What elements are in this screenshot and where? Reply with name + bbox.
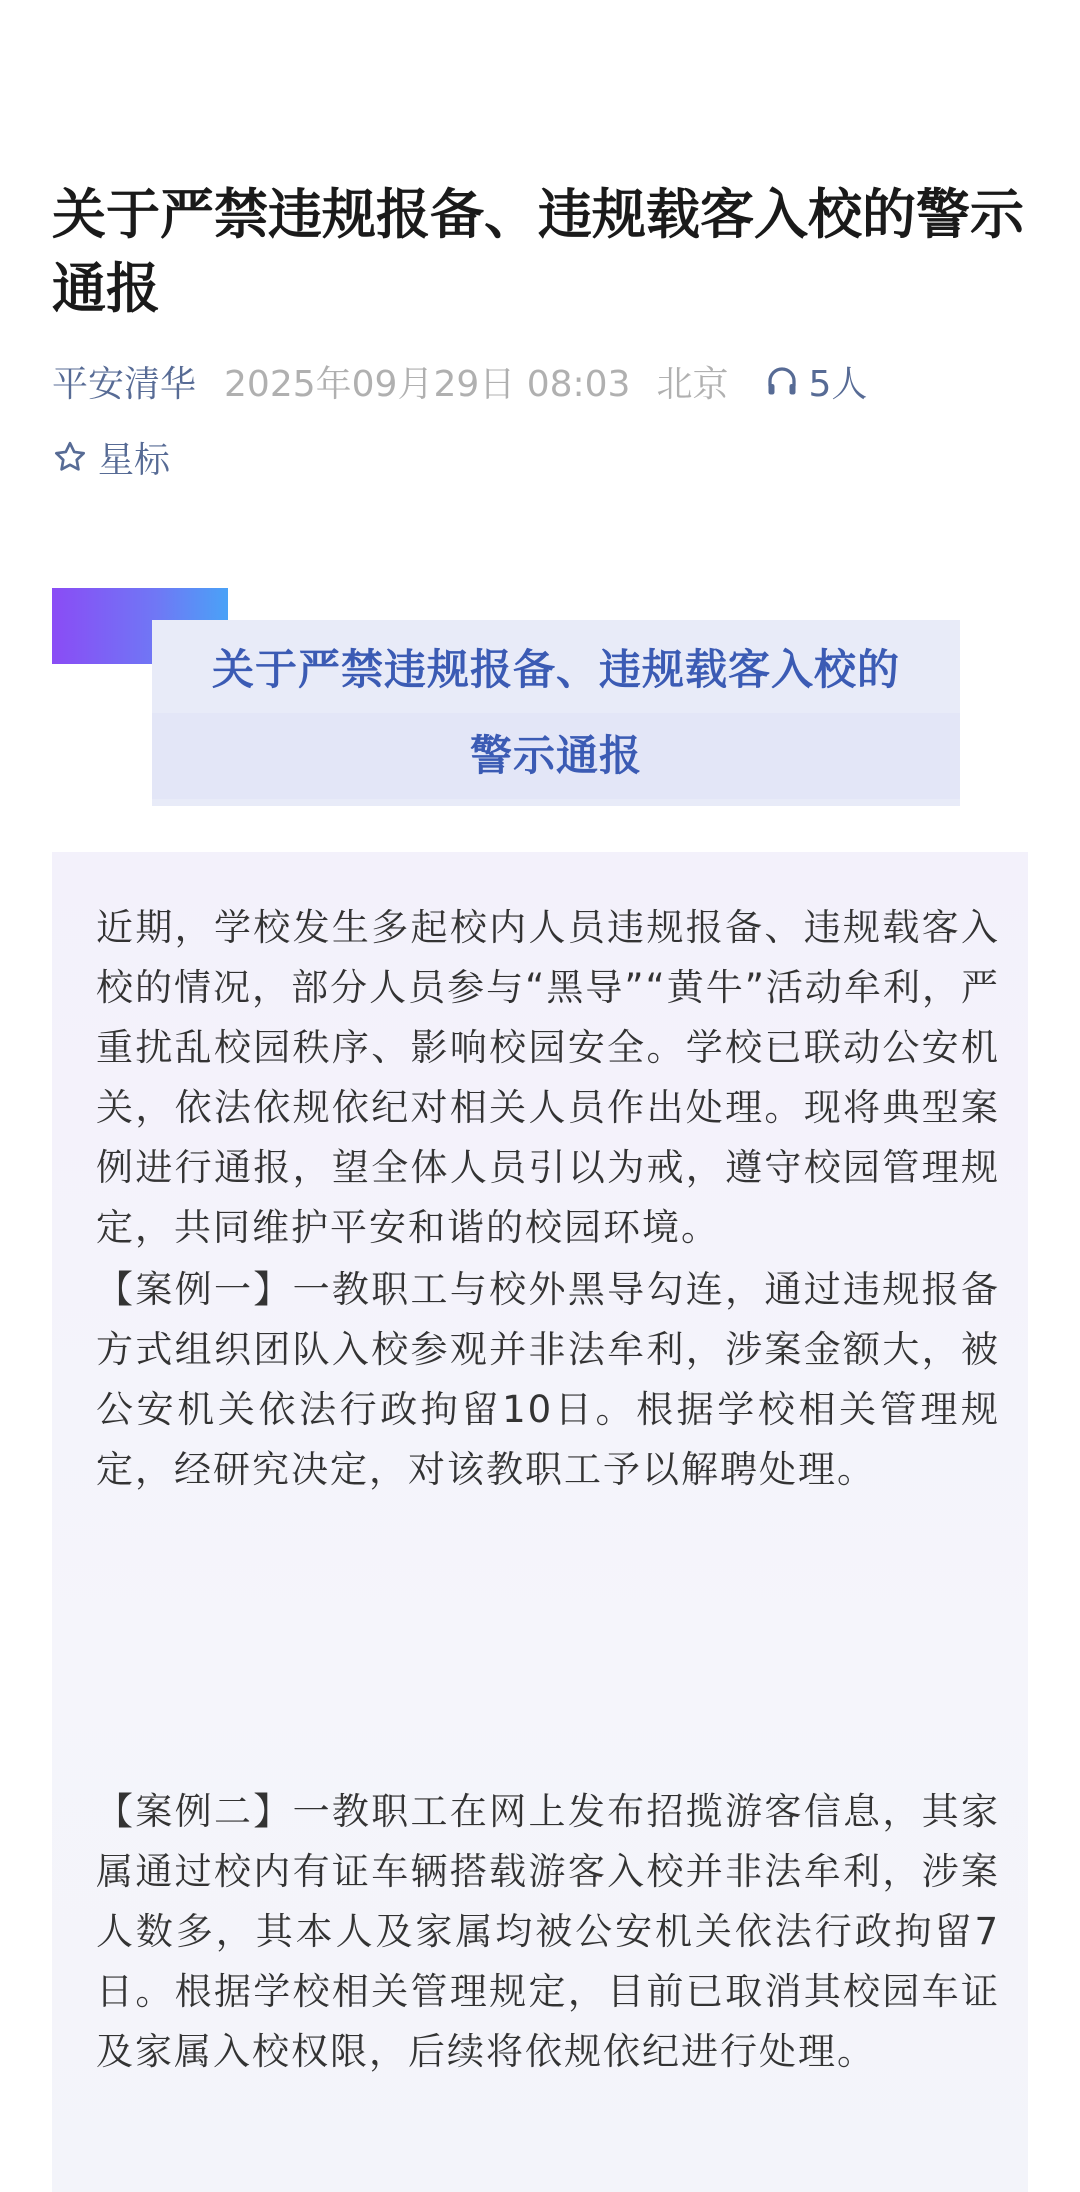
listen-count: 5人	[808, 363, 868, 405]
banner-title-line1: 关于严禁违规报备、违规载客入校的	[211, 645, 900, 694]
account-name-link[interactable]: 平安清华	[52, 363, 197, 405]
star-button[interactable]	[52, 430, 170, 484]
publish-location: 北京	[656, 363, 729, 405]
publish-date: 2025年09月29日 08:03	[224, 363, 631, 405]
case-one-paragraph: 【案例一】一教职工与校外黑导勾连，通过违规报备方式组织团队入校参观并非法牟利，涉案金额大，被公安机关依法行政拘留10日。根据学校相关管理规定，经研究决定，对该教职工予以解聘处理。	[96, 1268, 1000, 1491]
headphones-icon	[764, 363, 800, 399]
star-label: 星标	[98, 439, 171, 481]
banner-title-line2: 警示通报	[152, 713, 960, 799]
article-title: 关于严禁违规报备、违规载客入校的警示通报	[52, 183, 1024, 320]
article-meta	[52, 354, 867, 408]
star-outline-icon	[52, 439, 88, 475]
header-banner	[152, 620, 960, 806]
listen-button[interactable]	[764, 356, 867, 407]
intro-paragraph: 近期，学校发生多起校内人员违规报备、违规载客入校的情况，部分人员参与“黑导”“黄牛”活动牟利，严重扰乱校园秩序、影响校园安全。学校已联动公安机关，依法依规依纪对相关人员作出处理。现将典型案例进行通报，望全体人员引以为戒，遵守校园管理规定，共同维护平安和谐的校园环境。	[96, 906, 1000, 1249]
case-two-paragraph: 【案例二】一教职工在网上发布招揽游客信息，其家属通过校内有证车辆搭载游客入校并非法牟利，涉案人数多，其本人及家属均被公安机关依法行政拘留7日。根据学校相关管理规定，目前已取消其校园车证及家属入校权限，后续将依规依纪进行处理。	[96, 1790, 1000, 2073]
